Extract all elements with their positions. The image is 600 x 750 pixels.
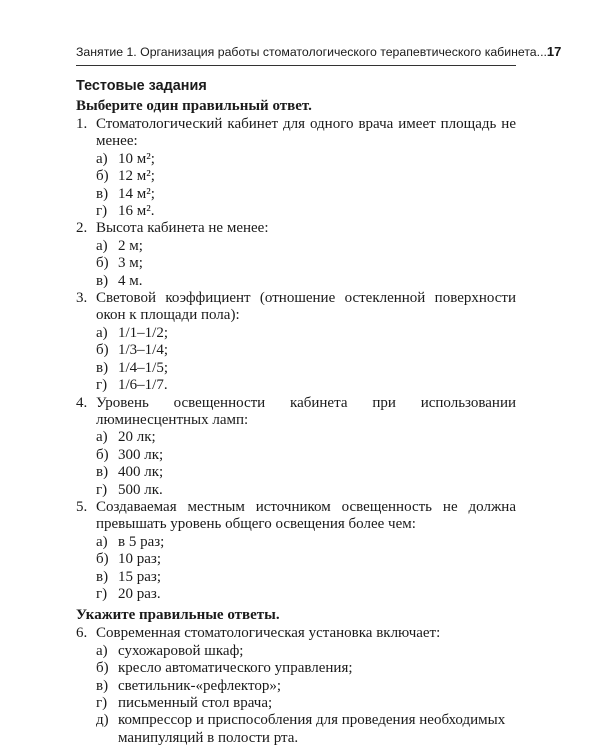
option-letter: а) — [96, 533, 108, 550]
option-text: 16 м². — [118, 203, 155, 220]
section-title: Тестовые задания — [76, 78, 207, 94]
answer-option — [76, 643, 516, 660]
option-letter: б) — [96, 168, 109, 185]
answer-option — [76, 325, 516, 342]
question — [76, 395, 516, 430]
option-text: 400 лк; — [118, 464, 164, 481]
instruction-multiple: Укажите правильные ответы. — [76, 607, 280, 624]
question — [76, 220, 516, 237]
option-text: 500 лк. — [118, 481, 163, 498]
answer-option — [76, 186, 516, 203]
option-letter: б) — [96, 551, 109, 568]
questions-single — [76, 116, 516, 603]
option-letter: г) — [96, 203, 108, 220]
question — [76, 290, 516, 325]
option-letter: б) — [96, 342, 109, 359]
option-letter: б) — [96, 660, 109, 677]
running-title: Занятие 1. Организация работы стоматологического терапевтического кабинета... — [76, 45, 547, 59]
option-letter: г) — [96, 481, 108, 498]
running-header — [76, 44, 562, 59]
answer-option — [76, 168, 516, 185]
option-text: 3 м; — [118, 255, 143, 272]
answer-option — [76, 695, 516, 712]
option-text: компрессор и приспособления для проведения необходимых манипуляций в полости рта. — [118, 712, 506, 746]
answer-option — [76, 255, 516, 272]
answer-option — [76, 342, 516, 359]
page-number: 17 — [546, 44, 562, 59]
option-letter: в) — [96, 677, 109, 694]
answer-option — [76, 712, 516, 747]
option-text: 1/3–1/4; — [118, 342, 169, 359]
option-letter: б) — [96, 446, 109, 463]
question-number: 3. — [76, 290, 88, 307]
answer-option — [76, 678, 516, 695]
question-number: 1. — [76, 116, 88, 132]
option-letter: г) — [96, 585, 108, 602]
option-text: светильник-«рефлектор»; — [118, 677, 282, 694]
option-letter: в) — [96, 568, 109, 585]
question-text: Стоматологический кабинет для одного врача имеет площадь не менее: — [96, 116, 516, 150]
option-text: сухожаровой шкаф; — [118, 642, 244, 659]
option-text: 20 лк; — [118, 429, 156, 446]
answer-option — [76, 377, 516, 394]
question-text: Создаваемая местным источником освещенность не должна превышать уровень общего освещения более чем: — [96, 498, 516, 533]
option-letter: д) — [96, 712, 109, 729]
answer-option — [76, 586, 516, 603]
option-letter: а) — [96, 429, 108, 446]
question-number: 6. — [76, 625, 88, 642]
answer-option — [76, 429, 516, 446]
question — [76, 116, 516, 151]
option-text: 12 м²; — [118, 168, 155, 185]
option-text: 10 раз; — [118, 551, 162, 568]
question-text: Уровень освещенности кабинета при использовании люминесцентных ламп: — [96, 394, 516, 428]
option-letter: а) — [96, 642, 108, 659]
question-text: Современная стоматологическая установка включает: — [96, 625, 441, 642]
option-text: 300 лк; — [118, 446, 164, 463]
answer-option — [76, 273, 516, 290]
answer-option — [76, 447, 516, 464]
option-letter: в) — [96, 185, 109, 202]
option-letter: в) — [96, 272, 109, 289]
option-text: 1/1–1/2; — [118, 324, 169, 341]
option-text: в 5 раз; — [118, 533, 165, 550]
header-rule — [76, 65, 516, 66]
option-text: 1/6–1/7. — [118, 377, 168, 394]
option-text: кресло автоматического управления; — [118, 660, 353, 677]
option-letter: г) — [96, 695, 108, 711]
option-letter: в) — [96, 359, 109, 376]
question — [76, 499, 516, 534]
option-text: 10 м²; — [118, 150, 155, 167]
option-text: 15 раз; — [118, 568, 162, 585]
answer-option — [76, 482, 516, 499]
answer-option — [76, 360, 516, 377]
option-letter: а) — [96, 150, 108, 167]
answer-option — [76, 464, 516, 481]
option-text: 1/4–1/5; — [118, 359, 169, 376]
option-letter: в) — [96, 464, 109, 481]
option-text: 20 раз. — [118, 585, 161, 602]
answer-option — [76, 151, 516, 168]
question-text: Высота кабинета не менее: — [96, 220, 269, 237]
answer-option — [76, 238, 516, 255]
answer-option — [76, 551, 516, 568]
option-letter: г) — [96, 377, 108, 394]
question-text: Световой коэффициент (отношение остекленной поверхности окон к площади пола): — [96, 290, 516, 324]
questions-multiple — [76, 625, 516, 747]
option-text: 14 м²; — [118, 185, 155, 202]
option-text: 4 м. — [118, 272, 143, 289]
question-number: 4. — [76, 394, 88, 411]
instruction-single: Выберите один правильный ответ. — [76, 98, 312, 114]
question-number: 2. — [76, 220, 88, 237]
question-number: 5. — [76, 498, 88, 515]
answer-option — [76, 569, 516, 586]
option-text: письменный стол врача; — [118, 695, 273, 711]
answer-option — [76, 660, 516, 677]
option-text: 2 м; — [118, 237, 143, 254]
page-content — [76, 70, 516, 747]
option-letter: б) — [96, 255, 109, 272]
option-letter: а) — [96, 324, 108, 341]
answer-option — [76, 203, 516, 220]
question — [76, 625, 516, 642]
answer-option — [76, 534, 516, 551]
option-letter: а) — [96, 237, 108, 254]
